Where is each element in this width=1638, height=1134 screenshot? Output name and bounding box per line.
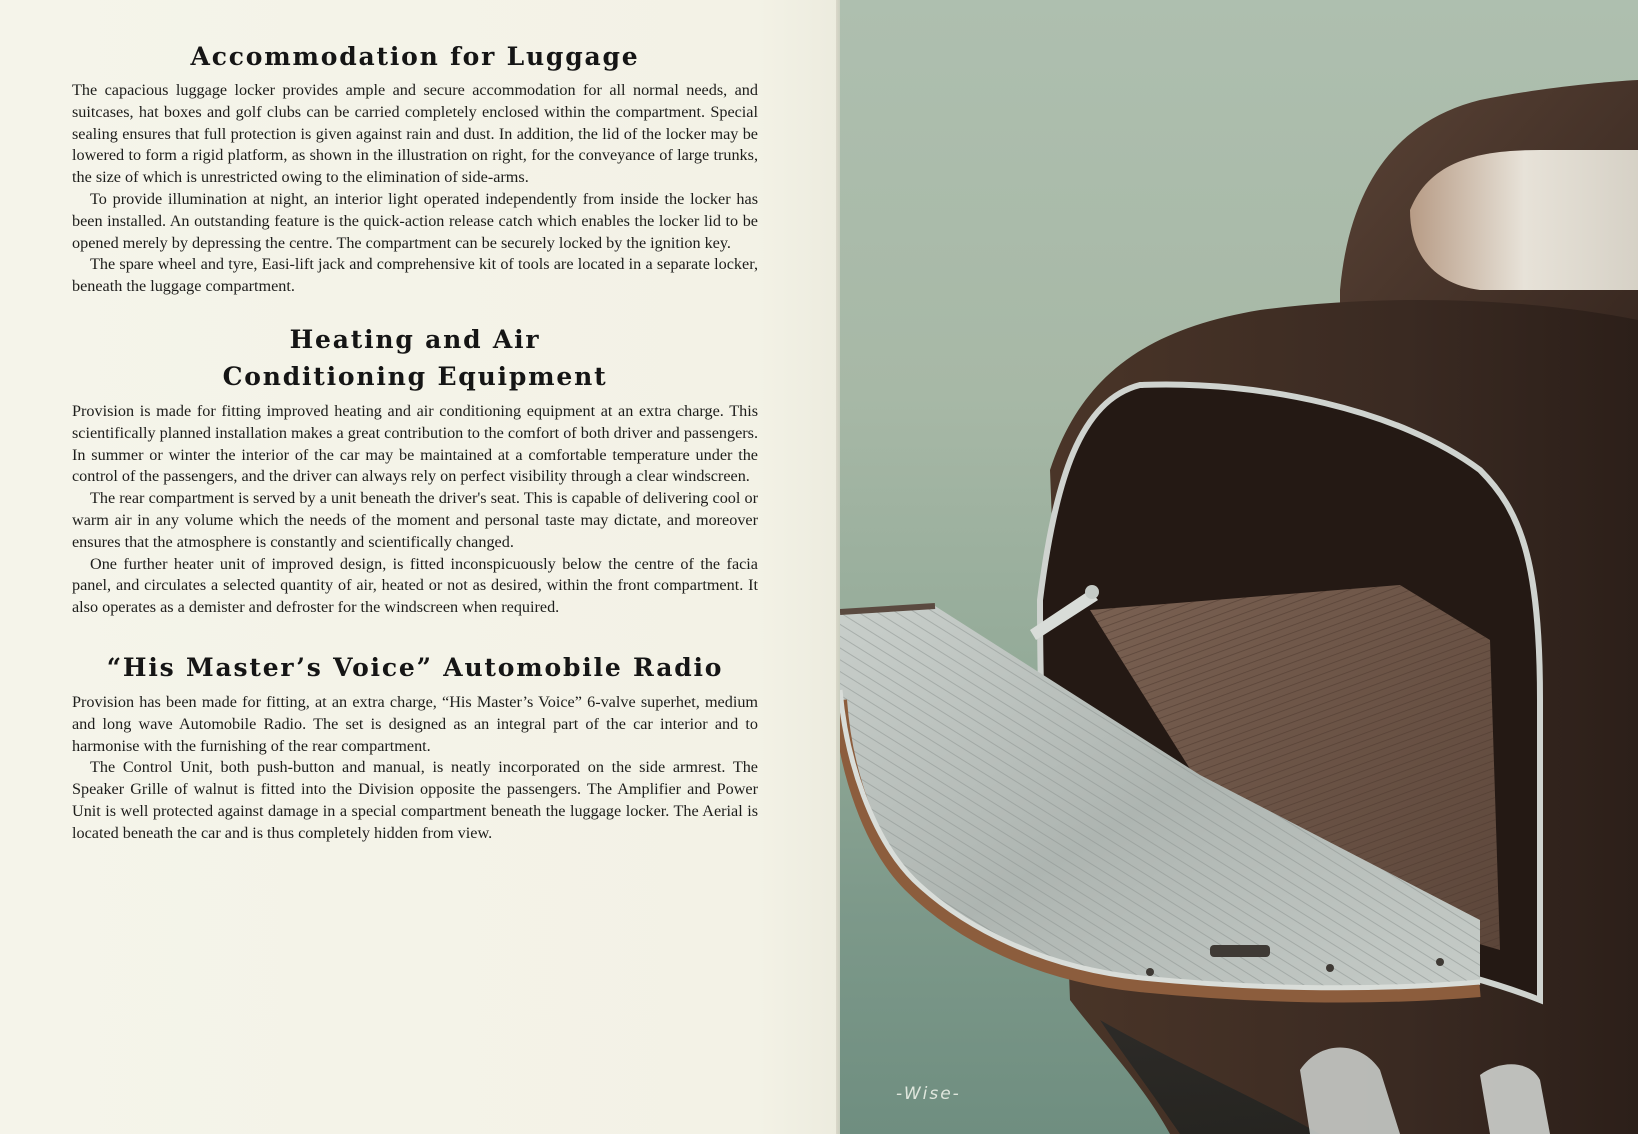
text-column bbox=[72, 38, 758, 845]
artist-signature: -Wise- bbox=[896, 1084, 961, 1104]
paragraph: The capacious luggage locker provides ample and secure accommodation for all normal needs, and suitcases, hat boxes and golf clubs can be carried completely enclosed within the compartment. Special sealing ensures that full protection is given against rain and dust. In addition, the lid of the locker may be lowered to form a rigid platform, as shown in the illustration on right, for the conveyance of large trunks, the size of which is unrestricted owing to the elimination of side-arms. bbox=[72, 81, 758, 187]
paragraph: To provide illumination at night, an interior light operated independently from inside the locker has been installed. An outstanding feature is the quick-action release catch which enables the locker lid to be opened merely by depressing the centre. The compartment can be securely locked by the ignition key. bbox=[72, 189, 758, 252]
paragraph: One further heater unit of improved design, is fitted inconspicuously below the centre of the facia panel, and circulates a selected quantity of air, heated or not as desired, within the front compartment. It also operates as a demister and defroster for the windscreen when required. bbox=[72, 554, 758, 617]
paragraph: Provision is made for fitting improved heating and air conditioning equipment at an extra charge. This scientifically planned installation makes a great contribution to the comfort of both driver and passengers. In summer or winter the interior of the car may be maintained at a comfortable temperature under the control of the passengers, and the driver can always rely on perfect visibility through a clear windscreen. bbox=[72, 401, 758, 486]
paragraph: The Control Unit, both push-button and manual, is neatly incorporated on the side armrest. The Speaker Grille of walnut is fitted into the Division opposite the passengers. The Amplifier and Power Unit is well protected against damage in a special compartment beneath the luggage locker. The Aerial is located beneath the car and is thus completely hidden from view. bbox=[72, 758, 758, 842]
title-line: Accommodation for Luggage bbox=[190, 42, 640, 71]
title-line: “His Master’s Voice” Automobile Radio bbox=[106, 652, 724, 682]
title-line: Conditioning Equipment bbox=[222, 361, 608, 391]
section-title-radio bbox=[72, 649, 758, 686]
section-title-luggage bbox=[72, 38, 758, 75]
paragraph: The rear compartment is served by a unit beneath the driver's seat. This is capable of delivering cool or warm air in any volume which the needs of the moment and personal taste may dictate, and moreover ensures that the atmosphere is constantly and scientifically changed. bbox=[72, 489, 758, 551]
paragraph: The spare wheel and tyre, Easi-lift jack and comprehensive kit of tools are located in a separate locker, beneath the luggage compartment. bbox=[72, 255, 758, 296]
section-title-heating bbox=[72, 321, 758, 395]
car-luggage-illustration bbox=[840, 0, 1638, 1134]
paragraph: Provision has been made for fitting, at an extra charge, “His Master’s Voice” 6-valve superhet, medium and long wave Automobile Radio. The set is designed as an integral part of the car interior and to harmonise with the furnishing of the rear compartment. bbox=[72, 692, 758, 755]
right-page bbox=[840, 0, 1638, 1134]
title-line: Heating and Air bbox=[289, 324, 541, 354]
